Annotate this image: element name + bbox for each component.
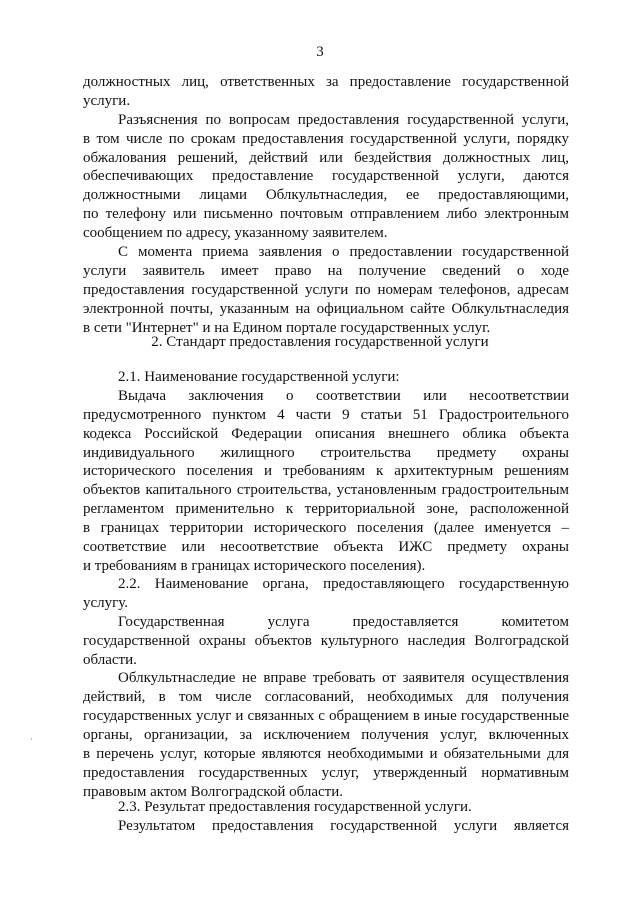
text-line: государственных услуг и связанных с обращением в иные государственные bbox=[83, 708, 569, 725]
page-number: 3 bbox=[316, 44, 324, 60]
text-line: и требованиям в границах исторического поселения). bbox=[83, 557, 426, 574]
text-line: органы, организации, за исключением получения услуг, включенных bbox=[83, 727, 569, 744]
text-line: в перечень услуг, которые являются необходимыми и обязательными для bbox=[83, 746, 569, 763]
text-line: предусмотренного пунктом 4 части 9 статьи 51 Градостроительного bbox=[83, 406, 569, 423]
text-line: кодекса Российской Федерации описания внешнего облика объекта bbox=[83, 425, 569, 442]
text-line: электронной почты, указанным на официальном сайте Облкультнаследия bbox=[83, 300, 569, 317]
text-line: Результатом предоставления государственной услуги является bbox=[118, 817, 569, 834]
text-line: услуги. bbox=[83, 92, 131, 109]
text-line: в сети "Интернет" и на Едином портале государственных услуг. bbox=[83, 319, 491, 336]
text-line: Облкультнаследие не вправе требовать от заявителя осуществления bbox=[118, 670, 569, 687]
text-line: объектов капитального строительства, установленным градостроительным bbox=[83, 482, 569, 499]
text-line: индивидуального жилищного строительства предмету охраны bbox=[83, 444, 569, 461]
paragraph-group-3 bbox=[83, 575, 569, 802]
text-line: в границах территории исторического поселения (далее именуется – bbox=[83, 520, 569, 537]
text-line: предоставления государственных услуг, утвержденный нормативным bbox=[83, 764, 569, 781]
text-line: обжалования решений, действий или бездействия должностных лиц, bbox=[83, 149, 569, 166]
margin-mark: · bbox=[30, 734, 33, 744]
text-line: должностных лиц, ответственных за предоставление государственной bbox=[83, 74, 569, 90]
text-line: регламентом применительно к территориальной зоне, расположенной bbox=[83, 501, 569, 518]
text-line: правовым актом Волгоградской области. bbox=[83, 783, 343, 800]
text-line: Государственная услуга предоставляется комитетом bbox=[118, 613, 569, 630]
paragraph-group-4 bbox=[83, 798, 569, 836]
text-line: государственной охраны объектов культурного наследия Волгоградской bbox=[83, 632, 569, 649]
text-line: исторического поселения и требованиям к архитектурным решениям bbox=[83, 463, 569, 480]
text-line: сообщением по адресу, указанному заявителем. bbox=[83, 225, 388, 242]
text-line: услугу. bbox=[83, 594, 129, 611]
text-line: 2.1. Наименование государственной услуги: bbox=[118, 369, 400, 385]
section-heading: 2. Стандарт предоставления государственной услуги bbox=[151, 334, 489, 350]
text-line: С момента приема заявления о предоставлении государственной bbox=[118, 244, 569, 261]
paragraph-group-1 bbox=[83, 73, 569, 337]
text-line: по телефону или письменно почтовым отправлением либо электронным bbox=[83, 206, 569, 223]
text-line: соответствие или несоответствие объекта ИЖС предмету охраны bbox=[83, 539, 569, 556]
text-line: Выдача заключения о соответствии или несоответствии bbox=[118, 387, 569, 404]
text-line: области. bbox=[83, 651, 137, 668]
text-line: Разъяснения по вопросам предоставления государственной услуги, bbox=[118, 111, 569, 128]
text-line: действий, в том числе согласований, необходимых для получения bbox=[83, 689, 569, 706]
paragraph-group-2 bbox=[83, 368, 569, 576]
text-line: 2.3. Результат предоставления государственной услуги. bbox=[118, 799, 472, 815]
text-line: в том числе по срокам предоставления государственной услуги, порядку bbox=[83, 130, 569, 147]
text-line: должностными лицами Облкультнаследия, ее предоставляющими, bbox=[83, 187, 569, 204]
text-line: обеспечивающих предоставление государственной услуги, даются bbox=[83, 168, 569, 185]
text-line: услуги заявитель имеет право на получение сведений о ходе bbox=[83, 262, 569, 279]
text-line: 2.2. Наименование органа, предоставляющего государственную bbox=[118, 576, 569, 592]
text-line: предоставления государственной услуги по номерам телефонов, адресам bbox=[83, 281, 569, 298]
